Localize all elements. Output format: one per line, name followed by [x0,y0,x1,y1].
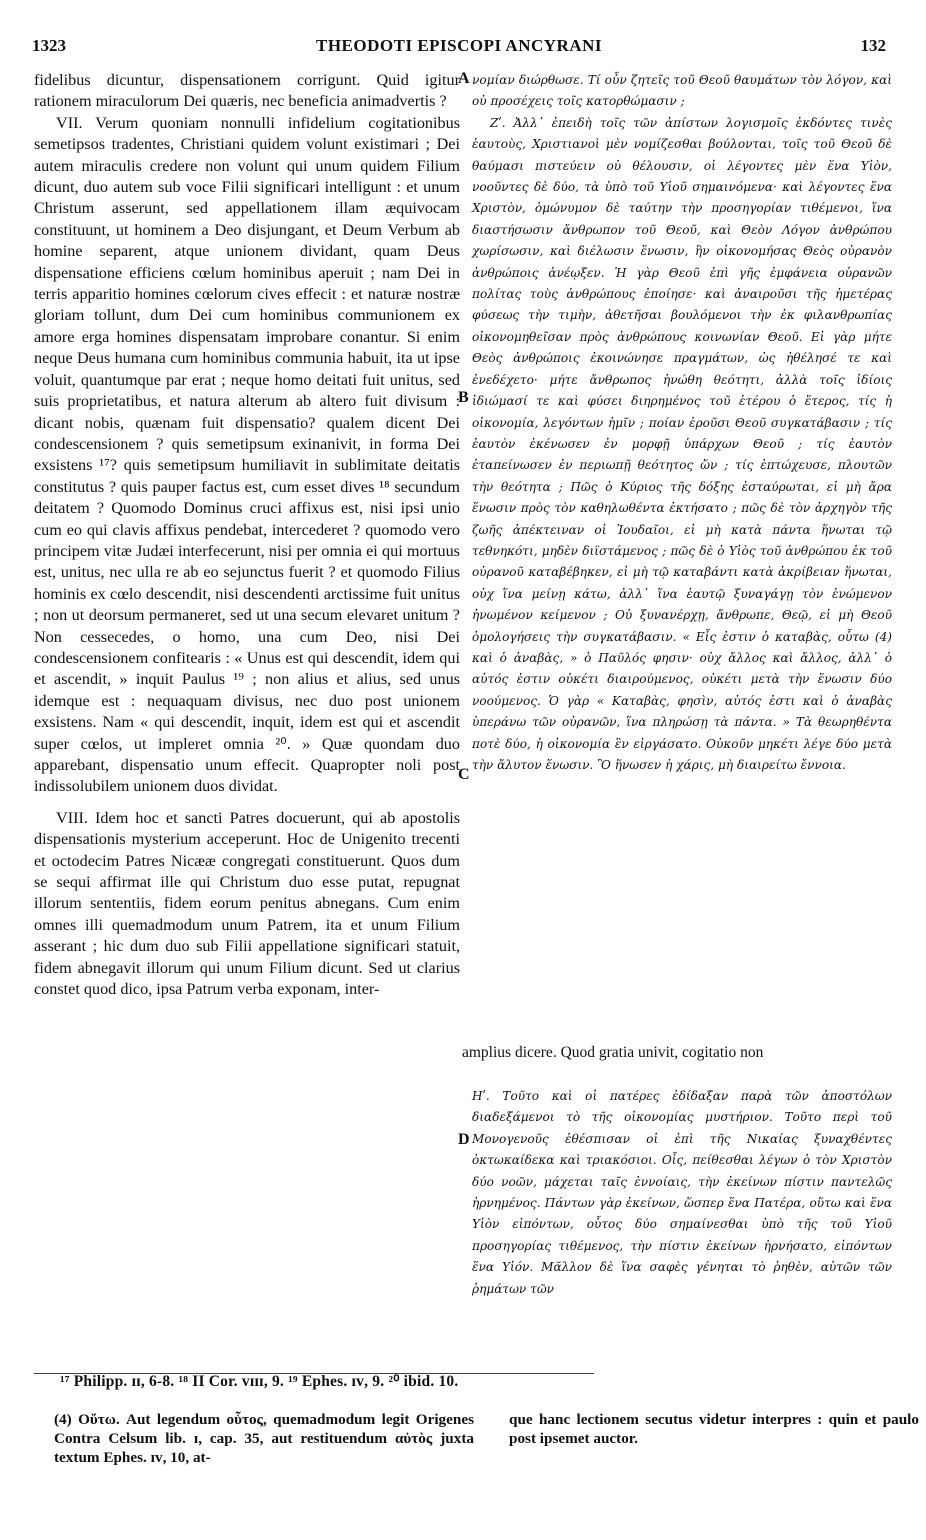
greek-column [472,70,892,776]
greek-paragraph-1: νομίαν διώρθωσε. Τί οὖν ζητεῖς τοῦ Θεοῦ θαυμάτων τὸν λόγον, καὶ οὐ προσέχεις τοῖς κατορθώμασιν ; [472,73,892,109]
greek-paragraph-8: Ηʹ. Τοῦτο καὶ οἱ πατέρες ἐδίδαξαν παρὰ τῶν ἀποστόλων διαδεξάμενοι τὸ τῆς οἰκονομίας μυστήριον. Τοῦτο περὶ τοῦ Μονογενοῦς ἐθέσπισαν οἱ ἐπὶ τῆς Νικαίας ξυναχθέντες ὀκτωκαίδεκα καὶ τριακόσιοι. Οἷς, πείθεσθαι λέγων ὁ τὸν Χριστὸν δύο νοῶν, μάχεται ταῖς ἐννοίαις, τὴν ἐκείνων πίστιν παντελῶς ἠρνημένος. Πάντων γὰρ ἐκείνων, ὥσπερ ἕνα Πατέρα, οὕτω καὶ ἕνα Υἱὸν εἰπόντων, οὗτος δύο σημαίνεσθαι ὑπὸ τῆς τοῦ Υἱοῦ προσηγορίας τιθέμενος, τὴν πίστιν ἐκείνων ἠρνήσατο, εἰπόντων ἕνα Υἱόν. Μᾶλλον δὲ ἵνα σαφὲς γένηται τὸ ῥηθὲν, αὐτῶν τῶν ῥημάτων τῶν [472,1089,892,1296]
note-4-right: que hanc lectionem secutus videtur interpres : quin et paulo post ipsemet auctor. [509,1411,919,1447]
margin-marker-c: C [458,766,470,783]
page-number-right: 132 [860,36,886,55]
margin-marker-d: D [458,1131,470,1148]
latin-continuation-line: amplius dicere. Quod gratia univit, cogitatio non [462,1044,764,1061]
latin-paragraph-7: VII. Verum quoniam nonnulli infidelium cogitationibus semetipsos tradentes, Christiani quidem volunt existimari ; Dei autem miraculis credere non volunt qui unum quidem Filium dicunt, duo autem sub voce Filii significari intelligunt : et unum Christum asserunt, sed appellationem illam æquivocam constituunt, ut hominem a Deo disjungant, et Deum Verbum ab homine separent, atque unionem dividant, quam Deus dispensatione efficiens cœlum hominibus aperuit ; nam Dei in terris apparitio homines cœlorum cives effecit : et naturæ nostræ gloriam tollunt, dum Dei cum hominibus communionem ex amore erga homines dispensatam improbare conantur. Si enim neque Deus humana cum hominibus communia habuit, ita ut ipse voluit, quantumque par erat ; neque homo deitati fuit unitus, sed suis proprietatibus, et natura alterum ab altero fuit divisum : dicant nobis, quænam fuit dispensatio? qualem dicent Dei condescensionem ? quis semetipsum exinanivit, in forma Dei exsistens ¹⁷? quis semetipsum humiliavit in sublimitate deitatis constitutus ? quis pauper factus est, cum esset dives ¹⁸ secundum deitatem ? Quomodo Dominus cruci affixus est, nisi ipsi unio cum eo qui clavis affixus pendebat, intercederet ? quomodo vero principem vitæ Judæi interfecerunt, nisi per omnia ei qui mortuus est, unitus, nec ulla re ab eo sejunctus fuerit ? et quomodo Filius hominis ex cœlo descendit, nisi descendenti arctissime fuit unitus ; non ut deorsum permaneret, sed ut una secum elevaret unitum ? Non cessecedes, o homo, una cum Deo, nisi Dei condescensionem confitearis : « Unus est qui descendit, idem qui et ascendit, » inquit Paulus ¹⁹ ; non alius et alius, sed unus idemque est : nequaquam divisus, nec duo post unionem exsistens. Nam « qui descendit, inquit, idem est qui et ascendit super cœlos, ut impleret omnia ²⁰. » Quæ quondam duo apparebant, dispensatio unum effecit. Quapropter noli post indissolubilem unionem duos dividat. [34,113,460,796]
page-number-left: 1323 [32,36,66,55]
note-4-left: (4) Οὕτω. Aut legendum οὗτος, quemadmodum legit Origenes Contra Celsum lib. ɪ, cap. 35, aut restituendum αὐτὸς juxta textum Ephes. ɪᴠ, 10, at- [54,1411,474,1466]
footnote-references: ¹⁷ Philipp. ɪɪ, 6-8. ¹⁸ II Cor. ᴠɪɪɪ, 9. ¹⁹ Ephes. ɪᴠ, 9. ²⁰ ibid. 10. [60,1373,459,1390]
latin-column [34,70,460,1000]
greek-paragraph-7: Ζʹ. Ἀλλ᾽ ἐπειδὴ τοῖς τῶν ἀπίστων λογισμοῖς ἐκδόντες τινὲς ἑαυτοὺς, Χριστιανοὶ μὲν νομίζεσθαι βούλονται, τοῖς τοῦ Θεοῦ δὲ θαύμασι πιστεύειν οὐ θέλουσιν, οἱ λέγοντες μὲν ἕνα Υἱὸν, νοοῦντες δὲ δύο, τὰ ὑπὸ τοῦ Υἱοῦ σημαινόμενα· καὶ λέγοντες ἕνα Χριστὸν, ὁμώνυμον δὲ ταύτην τὴν προσηγορίαν τιθέμενοι, ἵνα διαστήσωσιν ἄνθρωπον τοῦ Θεοῦ, καὶ Θεὸν Λόγον ἀνθρώπου χωρίσωσιν, καὶ διέλωσιν ἕνωσιν, ἣν οἰκονομήσας Θεὸς οὐρανὸν ἀνθρώποις ἀνέῳξεν. Ἡ γὰρ Θεοῦ ἐπὶ γῆς ἐμφάνεια οὐρανῶν πολίτας τοὺς ἀνθρώπους ἐποίησε· καὶ ἀναιροῦσι τῆς ἡμετέρας φύσεως τὴν τιμὴν, ἀθετῆσαι βουλόμενοι τὴν ἐκ φιλανθρωπίας οἰκονομηθεῖσαν πρὸς ἀνθρώπους κοινωνίαν Θεοῦ. Εἰ γὰρ μήτε Θεὸς ἀνθρώποις ἐκοινώνησε πραγμάτων, ὡς ἠθέλησέ τε καὶ ἐνεδέχετο· μήτε ἄνθρωπος ἡνώθη θεότητι, ἀλλὰ τοῖς ἰδίοις ἰδιώμασί τε καὶ φύσει διηρημένος τοῦ ἑτέρου ὁ ἕτερος, τίς ἡ οἰκονομία, λεγόντων ἡμῖν ; ποίαν ἐροῦσι Θεοῦ συγκατάβασιν ; τίς ἑαυτὸν ἐκένωσεν ἐν μορφῇ ὑπάρχων Θεοῦ ; τίς ἑαυτὸν ἐταπείνωσεν ἐν περιωπῇ θεότητος ὤν ; τίς ἐπτώχευσε, πλουτῶν τὴν θεότητα ; Πῶς ὁ Κύριος τῆς δόξης ἐσταύρωται, εἰ μὴ ἄρα ἕνωσιν πρὸς τὸν καθηλωθέντα ἐκτήσατο ; πῶς δὲ τὸν ἀρχηγὸν τῆς ζωῆς ἀπέκτειναν οἱ Ἰουδαῖοι, εἰ μὴ κατὰ πάντα ἥνωται τῷ τεθνηκότι, μηδὲν διϊστάμενος ; πῶς δὲ ὁ Υἱὸς τοῦ ἀνθρώπου ἐκ τοῦ οὐρανοῦ καταβέβηκεν, εἰ μὴ τῷ καταβάντι κατὰ ἀκρίβειαν ἥνωται, οὐχ ἵνα μείνῃ κάτω, ἀλλ᾽ ἵνα ἑαυτῷ ξυναγάγῃ τὸν ἑνώμενον ἠνωμένον κείμενον ; Οὐ ξυνανέρχῃ, ἄνθρωπε, Θεῷ, εἰ μὴ Θεοῦ ὁμολογήσεις τὴν συγκατάβασιν. « Εἷς ἐστιν ὁ καταβὰς, οὗτω (4) καὶ ὁ ἀναβὰς, » ὁ Παῦλός φησιν· οὐχ ἄλλος καὶ ἄλλος, ἀλλ᾽ ὁ αὐτός ἐστιν οὐκέτι διαιρούμενος, οὐκέτι μετὰ τὴν ἕνωσιν δύο νοούμενος. Ὁ γὰρ « Καταβὰς, φησὶν, αὐτός ἐστι καὶ ὁ ἀναβὰς ὑπεράνω τῶν οὐρανῶν, ἵνα πληρώσῃ τὰ πάντα. » Τὰ θεωρηθέντα ποτὲ δύο, ἡ οἰκονομία ἓν εἰργάσατο. Οὐκοῦν μηκέτι λέγε δύο μετὰ τὴν ἄλυτον ἕνωσιν. Ὃ ἥνωσεν ἡ χάρις, μὴ διαιρείτω ἔννοια. [472,115,892,772]
margin-marker-a: A [458,70,470,87]
running-title: THEODOTI EPISCOPI ANCYRANI [316,36,602,55]
latin-paragraph-8: VIII. Idem hoc et sancti Patres docuerunt, qui ab apostolis dispensationis mysterium acceperunt. Hoc de Unigenito trecenti et octodecim Patres Nicææ congregati constituerunt. Quos dum se sequi affirmat ille qui Christum duo esse putat, repugnat illorum sententiis, fidem eorum penitus abnegans. Cum enim omnes illi quemadmodum unum Patrem, ita et unum Filium asserant ; hic dum duo sub Filii appellatione significari statuit, fidem abnegavit illorum qui unum Filium dicunt. Sed ut clarius constet quod dico, ipsa Patrum verba exponam, inter- [34,808,460,999]
latin-paragraph-1: fidelibus dicuntur, dispensationem corrigunt. Quid igitur rationem miraculorum Dei quæris, nec beneficia animadvertis ? [34,71,460,111]
margin-marker-b: B [458,389,469,406]
running-header [32,36,886,60]
